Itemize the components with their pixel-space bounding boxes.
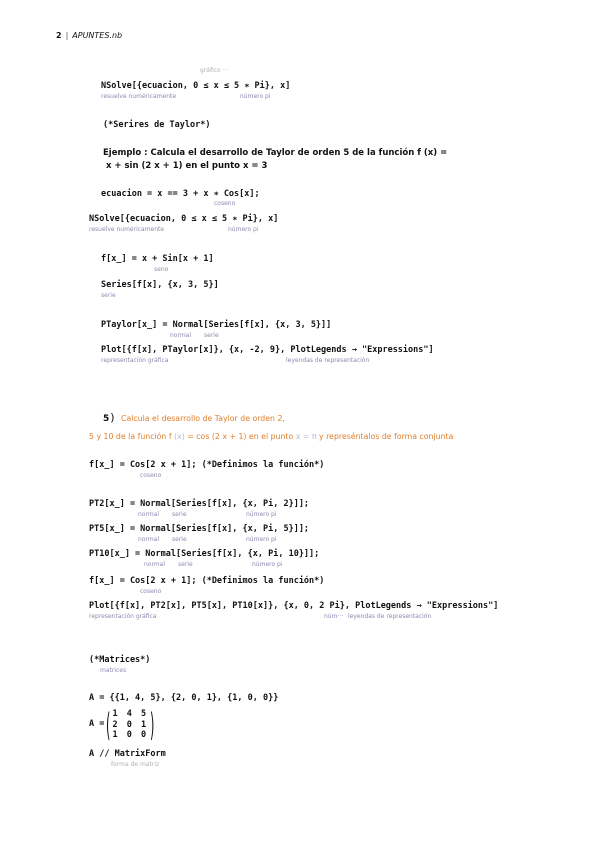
input-cell-matrixform[interactable]: A // MatrixForm: [89, 749, 166, 759]
input-cell-ecuacion[interactable]: ecuacion = x == 3 + x ∗ Cos[x];: [101, 189, 260, 199]
notebook-filename: APUNTES.nb: [72, 31, 123, 40]
input-cell-plot[interactable]: Plot[{f[x], PTaylor[x]}, {x, -2, 9}, PlotLegends → "Expressions"]: [101, 345, 434, 355]
matrix-row: 1 0 0: [112, 730, 149, 741]
exercise-5-text-line2[interactable]: [89, 432, 453, 442]
usage-tooltip: serie: [172, 536, 187, 543]
usage-tooltip: representación gráfica: [101, 357, 169, 364]
usage-tooltip: leyendas de representación: [348, 613, 432, 620]
usage-tooltip: núm···: [324, 613, 344, 620]
usage-tooltip: normal: [144, 561, 166, 568]
usage-tooltip: serie: [204, 332, 219, 339]
usage-tooltip: normal: [138, 511, 160, 518]
usage-tooltip: número pi: [228, 226, 259, 233]
page-number: 2: [56, 31, 62, 40]
input-cell-define-f[interactable]: f[x_] = x + Sin[x + 1]: [101, 254, 214, 264]
usage-tooltip: gráfico ···: [200, 67, 229, 74]
exercise-5-heading[interactable]: [103, 413, 285, 424]
comment-cell-matrices[interactable]: (*Matrices*): [89, 655, 151, 665]
text-cell-example[interactable]: Ejemplo : Calcula el desarrollo de Taylor de orden 5 de la función f (x) =: [103, 148, 448, 158]
usage-tooltip: normal: [138, 536, 160, 543]
input-cell-define-cos[interactable]: f[x_] = Cos[2 x + 1]; (*Definimos la función*): [89, 460, 325, 470]
matrix-output-label: A =: [89, 719, 105, 729]
input-cell-matrix-a[interactable]: A = {{1, 4, 5}, {2, 0, 1}, {1, 0, 0}}: [89, 693, 279, 703]
exercise-5-text: Calcula el desarrollo de Taylor de orden 2,: [121, 414, 285, 423]
input-cell-nsolve-2[interactable]: NSolve[{ecuacion, 0 ≤ x ≤ 5 ∗ Pi}, x]: [89, 214, 279, 224]
input-cell-nsolve[interactable]: NSolve[{ecuacion, 0 ≤ x ≤ 5 ∗ Pi}, x]: [101, 81, 291, 91]
usage-tooltip: número pi: [246, 536, 277, 543]
usage-tooltip: coseno: [140, 472, 162, 479]
usage-tooltip: seno: [154, 266, 169, 273]
usage-tooltip: número pi: [252, 561, 283, 568]
usage-tooltip: matrices: [100, 667, 127, 674]
usage-tooltip: coseno: [214, 200, 236, 207]
usage-tooltip: normal: [170, 332, 192, 339]
text-cell-example-line2[interactable]: x + sin (2 x + 1) en el punto x = 3: [103, 161, 268, 171]
exercise-5-text-part: 5 y 10 de la función f: [89, 432, 175, 441]
right-paren: ): [150, 706, 155, 744]
left-paren: (: [106, 706, 111, 744]
usage-tooltip: número pi: [246, 511, 277, 518]
input-cell-plot-all[interactable]: Plot[{f[x], PT2[x], PT5[x], PT10[x]}, {x, 0, 2 Pi}, PlotLegends → "Expressions"]: [89, 601, 499, 611]
exercise-bracket: ): [109, 411, 116, 424]
input-cell-pt5[interactable]: PT5[x_] = Normal[Series[f[x], {x, Pi, 5}]];: [89, 524, 310, 534]
input-cell-series[interactable]: Series[f[x], {x, 3, 5}]: [101, 280, 219, 290]
matrix-row: 1 4 5: [112, 709, 149, 720]
exercise-5-text-part: y represéntalos de forma conjunta: [316, 432, 454, 441]
usage-tooltip: resuelve numéricamente: [89, 226, 165, 233]
header-separator: |: [65, 31, 69, 40]
exercise-5-math: x = π: [295, 432, 317, 441]
exercise-5-math: (x): [174, 432, 185, 441]
usage-tooltip: forma de matriz: [111, 761, 160, 768]
input-cell-define-cos-2[interactable]: f[x_] = Cos[2 x + 1]; (*Definimos la función*): [89, 576, 325, 586]
page-header: [56, 31, 122, 40]
usage-tooltip: serie: [172, 511, 187, 518]
usage-tooltip: leyendas de representación: [286, 357, 370, 364]
usage-tooltip: coseno: [140, 588, 162, 595]
input-cell-pt2[interactable]: PT2[x_] = Normal[Series[f[x], {x, Pi, 2}]];: [89, 499, 310, 509]
exercise-number: 5: [103, 414, 110, 424]
comment-cell[interactable]: (*Serires de Taylor*): [103, 120, 211, 130]
input-cell-ptaylor[interactable]: PTaylor[x_] = Normal[Series[f[x], {x, 3, 5}]]: [101, 320, 332, 330]
matrix-output: [102, 706, 159, 744]
exercise-5-text-part: = cos (2 x + 1) en el punto: [184, 432, 296, 441]
usage-tooltip: serie: [178, 561, 193, 568]
matrix-row: 2 0 1: [112, 719, 149, 730]
usage-tooltip: resuelve numéricamente: [101, 93, 177, 100]
usage-tooltip: número pi: [240, 93, 271, 100]
input-cell-pt10[interactable]: PT10[x_] = Normal[Series[f[x], {x, Pi, 10}]];: [89, 549, 320, 559]
usage-tooltip: representación gráfica: [89, 613, 157, 620]
usage-tooltip: serie: [101, 292, 116, 299]
